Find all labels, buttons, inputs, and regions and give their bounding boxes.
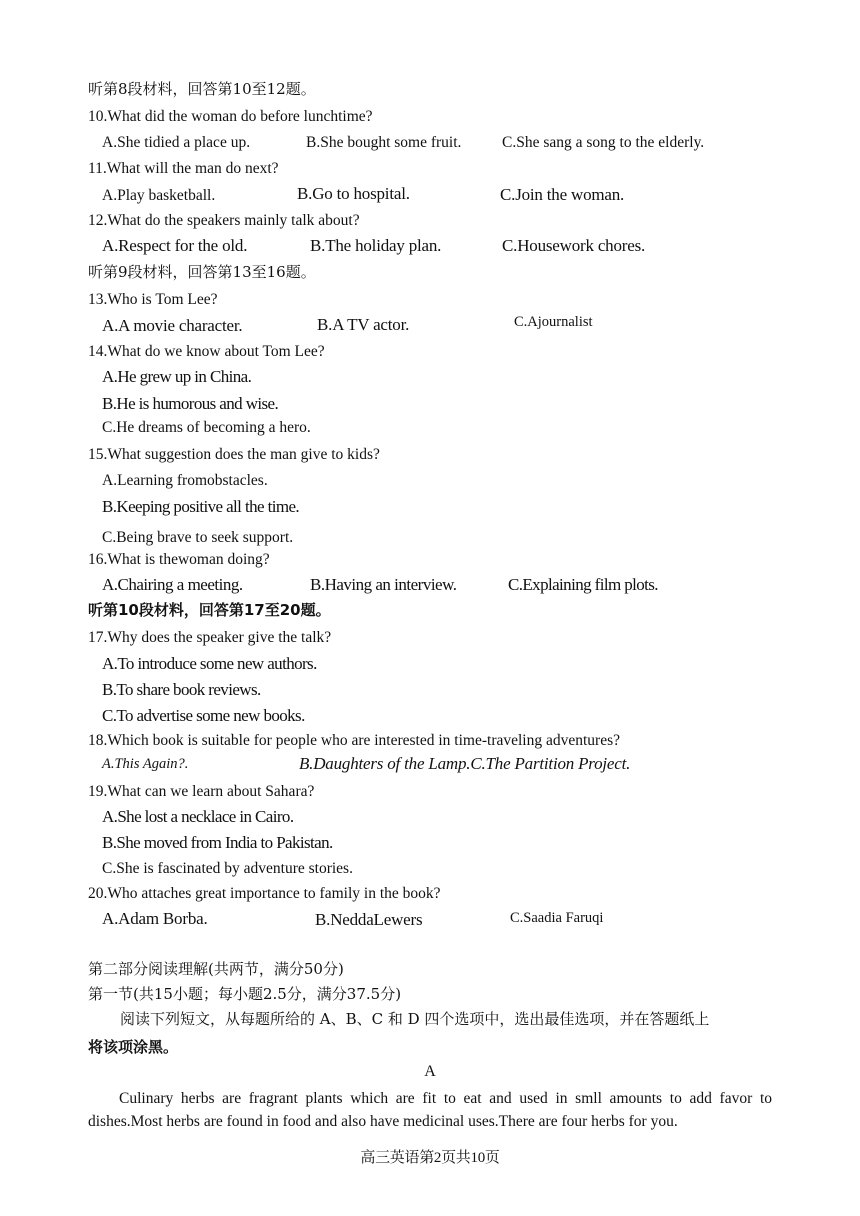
- question-11-option-b: B.Go to hospital.: [297, 184, 410, 203]
- part-2-instruction: 阅读下列短文，从每题所给的 A、B、C 和 D 四个选项中，选出最佳选项，并在答题纸上: [120, 1010, 710, 1028]
- question-18-option-a: A.This Again?.: [102, 756, 189, 772]
- question-18-stem: 18.Which book is suitable for people who are interested in time-traveling adventures?: [88, 732, 620, 749]
- question-12-option-c: C.Housework chores.: [502, 236, 646, 255]
- passage-letter: A: [424, 1063, 436, 1080]
- question-11-option-a: A.Play basketball.: [102, 187, 216, 204]
- question-19-option-a: A.She lost a necklace in Cairo.: [102, 807, 294, 826]
- question-17-stem: 17.Why does the speaker give the talk?: [88, 629, 332, 646]
- question-19-option-b: B.She moved from India to Pakistan.: [102, 833, 333, 852]
- question-10-option-c: C.She sang a song to the elderly.: [502, 134, 705, 151]
- question-20-option-c: C.Saadia Faruqi: [510, 910, 604, 926]
- question-14-option-c: C.He dreams of becoming a hero.: [102, 419, 311, 436]
- question-17-option-a: A.To introduce some new authors.: [102, 654, 317, 673]
- question-19-stem: 19.What can we learn about Sahara?: [88, 783, 315, 800]
- question-14-option-b: B.He is humorous and wise.: [102, 394, 279, 413]
- question-11-option-c: C.Join the woman.: [500, 185, 625, 204]
- question-16-option-a: A.Chairing a meeting.: [102, 575, 243, 594]
- question-20-option-a: A.Adam Borba.: [102, 909, 208, 928]
- question-17-option-c: C.To advertise some new books.: [102, 706, 305, 725]
- question-16-option-c: C.Explaining film plots.: [508, 575, 658, 594]
- question-16-option-b: B.Having an interview.: [310, 575, 457, 594]
- question-18-option-bc: B.Daughters of the Lamp.C.The Partition Project.: [299, 754, 631, 773]
- question-15-option-b: B.Keeping positive all the time.: [102, 497, 300, 516]
- question-12-option-b: B.The holiday plan.: [310, 236, 442, 255]
- question-14-option-a: A.He grew up in China.: [102, 367, 252, 386]
- part-2-title: 第二部分阅读理解(共两节，满分50分): [88, 960, 344, 978]
- question-13-option-b: B.A TV actor.: [317, 315, 410, 334]
- section-8-heading: 听第8段材料，回答第10至12题。: [88, 80, 316, 98]
- section-9-heading: 听第9段材料，回答第13至16题。: [88, 263, 316, 281]
- question-15-option-a: A.Learning fromobstacles.: [102, 472, 268, 489]
- question-13-option-a: A.A movie character.: [102, 316, 243, 335]
- question-13-option-c: C.Ajournalist: [514, 314, 593, 330]
- part-2-instruction-cont: 将该项涂黑。: [88, 1038, 179, 1056]
- question-11-stem: 11.What will the man do next?: [88, 160, 279, 177]
- page-footer: 高三英语第2页共10页: [360, 1150, 500, 1166]
- question-12-stem: 12.What do the speakers mainly talk about?: [88, 212, 360, 229]
- question-20-stem: 20.Who attaches great importance to family in the book?: [88, 885, 441, 902]
- question-15-option-c: C.Being brave to seek support.: [102, 529, 294, 546]
- question-13-stem: 13.Who is Tom Lee?: [88, 291, 218, 308]
- passage-paragraph: Culinary herbs are fragrant plants which are fit to eat and used in smll amounts to add favor to dishes.Most herbs are found in food and also have medicinal uses.There are four herbs for you.: [88, 1090, 772, 1130]
- question-20-option-b: B.NeddaLewers: [315, 910, 423, 929]
- question-15-stem: 15.What suggestion does the man give to kids?: [88, 446, 380, 463]
- part-2-subtitle: 第一节(共15小题；每小题2.5分，满分37.5分): [88, 985, 402, 1003]
- question-14-stem: 14.What do we know about Tom Lee?: [88, 343, 325, 360]
- question-10-option-a: A.She tidied a place up.: [102, 134, 251, 151]
- question-12-option-a: A.Respect for the old.: [102, 236, 248, 255]
- question-16-stem: 16.What is thewoman doing?: [88, 551, 270, 568]
- question-10-stem: 10.What did the woman do before lunchtime?: [88, 108, 373, 125]
- section-10-heading: 听第10段材料，回答第17至20题。: [88, 601, 331, 619]
- question-17-option-b: B.To share book reviews.: [102, 680, 261, 699]
- question-10-option-b: B.She bought some fruit.: [306, 134, 462, 151]
- question-19-option-c: C.She is fascinated by adventure stories.: [102, 860, 353, 877]
